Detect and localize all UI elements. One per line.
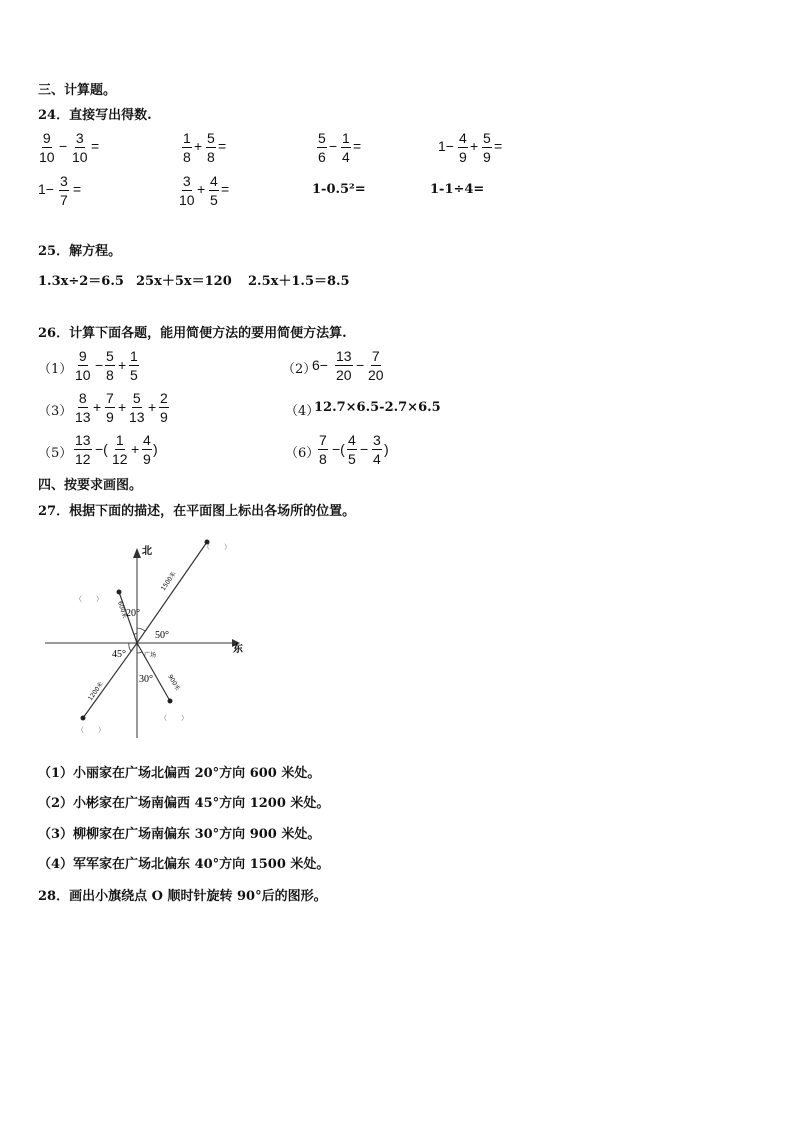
fraction: $\frac{5}{8}$ xyxy=(207,130,215,165)
description-2: （2）小彬家在广场南偏西 45°方向 1200 米处。 xyxy=(38,796,330,811)
fraction: $\frac{8}{13}$ xyxy=(75,390,91,425)
equation-3: 2.5x＋1.5＝8.5 xyxy=(248,274,350,289)
fraction: $\frac{3}{4}$ xyxy=(373,432,381,467)
fraction: $\frac{1}{8}$ xyxy=(183,130,191,165)
angle-label-20: 20° xyxy=(126,608,140,619)
fraction: $\frac{9}{10}$ xyxy=(75,348,91,383)
fraction: $\frac{1}{4}$ xyxy=(342,130,350,165)
fraction: $\frac{1}{5}$ xyxy=(130,348,138,383)
answer-blank[interactable]: （ ） xyxy=(160,714,188,722)
description-4: （4）军军家在广场北偏东 40°方向 1500 米处。 xyxy=(38,857,330,872)
answer-blank[interactable]: （ ） xyxy=(203,543,231,551)
question-24-label: 24．直接写出得数. xyxy=(38,108,152,123)
q24-row2-item4: 1-1÷4= xyxy=(430,182,485,197)
equation-2: 25x＋5x＝120 xyxy=(136,274,232,289)
point-xiaobin xyxy=(81,716,86,721)
question-25-label: 25．解方程。 xyxy=(38,244,122,259)
fraction: $\frac{3}{7}$ xyxy=(60,173,68,208)
distance-label-1500: 1500米 xyxy=(159,570,178,593)
north-arrow-icon xyxy=(133,548,141,558)
fraction: $\frac{9}{10}$ xyxy=(39,130,55,165)
point-liuliu xyxy=(168,699,173,704)
section-4-title: 四、按要求画图。 xyxy=(38,478,143,493)
fraction: $\frac{2}{9}$ xyxy=(160,390,168,425)
question-26-label: 26．计算下面各题，能用简便方法的要用简便方法算. xyxy=(38,326,347,341)
fraction: $\frac{4}{9}$ xyxy=(459,130,467,165)
angle-label-30: 30° xyxy=(139,674,153,685)
fraction: $\frac{4}{5}$ xyxy=(348,432,356,467)
distance-label-900: 900米 xyxy=(166,673,182,693)
fraction: $\frac{1}{12}$ xyxy=(112,432,128,467)
section-3-title: 三、计算题。 xyxy=(38,83,117,98)
east-label: 东 xyxy=(233,644,243,655)
ray-southwest xyxy=(83,643,137,718)
question-28-label: 28．画出小旗绕点 O 顺时针旋转 90°后的图形。 xyxy=(38,889,327,904)
fraction: $\frac{5}{6}$ xyxy=(318,130,326,165)
answer-blank[interactable]: （ ） xyxy=(77,726,105,734)
description-1: （1）小丽家在广场北偏西 20°方向 600 米处。 xyxy=(38,766,321,781)
equation-1: 1.3x÷2＝6.5 xyxy=(38,274,124,289)
angle-arc xyxy=(137,628,145,631)
fraction: $\frac{3}{10}$ xyxy=(72,130,88,165)
ray-northeast xyxy=(137,542,207,643)
fraction: $\frac{4}{5}$ xyxy=(210,173,218,208)
center-label: 广场 xyxy=(144,652,157,659)
fraction: $\frac{5}{8}$ xyxy=(106,348,114,383)
distance-label-1200: 1200米 xyxy=(86,680,105,703)
distance-label-600: 600米 xyxy=(116,600,129,620)
angle-arc xyxy=(129,643,131,651)
fraction: $\frac{7}{8}$ xyxy=(319,432,327,467)
answer-blank[interactable]: （ ） xyxy=(75,595,103,603)
fraction: $\frac{7}{9}$ xyxy=(106,390,114,425)
point-xiaoli xyxy=(117,590,122,595)
q24-row2-item3: 1-0.5²= xyxy=(312,182,366,197)
fraction: $\frac{7}{20}$ xyxy=(368,348,384,383)
question-27-label: 27．根据下面的描述，在平面图上标出各场所的位置。 xyxy=(38,504,356,519)
fraction: $\frac{13}{20}$ xyxy=(336,348,352,383)
angle-label-50: 50° xyxy=(155,630,169,641)
fraction: $\frac{13}{12}$ xyxy=(75,432,91,467)
description-3: （3）柳柳家在广场南偏东 30°方向 900 米处。 xyxy=(38,827,321,842)
angle-arc xyxy=(137,652,142,653)
fraction: $\frac{5}{13}$ xyxy=(129,390,145,425)
fraction: $\frac{4}{9}$ xyxy=(143,432,151,467)
north-label: 北 xyxy=(142,546,152,557)
angle-label-45: 45° xyxy=(112,649,126,660)
fraction: $\frac{3}{10}$ xyxy=(179,173,195,208)
direction-diagram xyxy=(40,536,260,746)
fraction: $\frac{5}{9}$ xyxy=(483,130,491,165)
